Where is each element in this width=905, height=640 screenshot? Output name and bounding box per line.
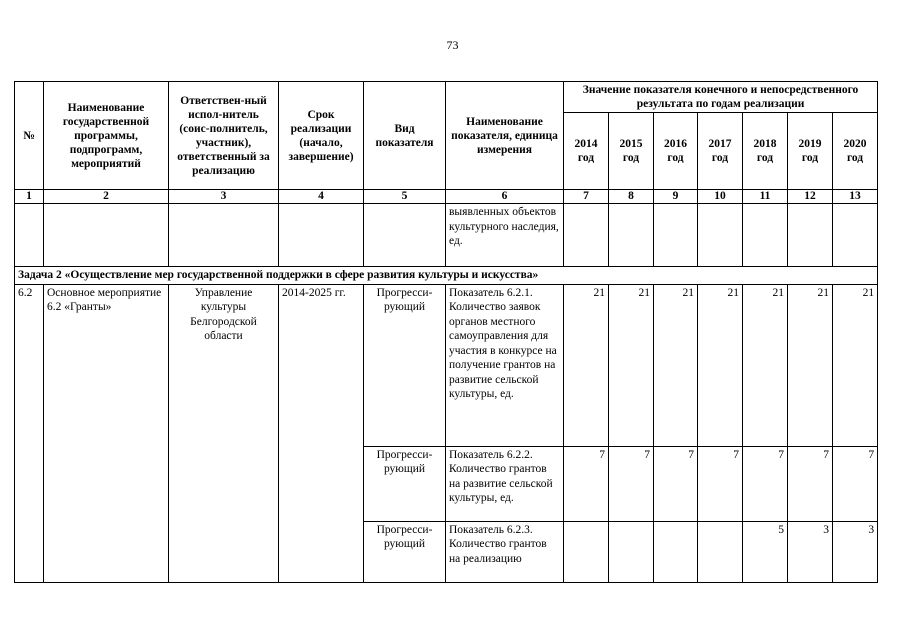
indicator-value: 7 bbox=[564, 446, 609, 521]
activity-responsible: Управление культуры Белгородской области bbox=[169, 284, 279, 582]
indicator-value: 21 bbox=[609, 284, 654, 446]
indicator-value: 21 bbox=[743, 284, 788, 446]
header-values-group: Значение показателя конечного и непосредственного результата по годам реализации bbox=[564, 82, 878, 113]
header-term: Срок реализации (начало, завершение) bbox=[279, 82, 364, 190]
header-year: 2020 год bbox=[833, 113, 878, 190]
header-year: 2019 год bbox=[788, 113, 833, 190]
header-year: 2014 год bbox=[564, 113, 609, 190]
indicator-value: 7 bbox=[788, 446, 833, 521]
indicator-value: 3 bbox=[833, 521, 878, 582]
indicator-value bbox=[609, 521, 654, 582]
indicator-value: 7 bbox=[654, 446, 698, 521]
indicators-table bbox=[14, 81, 878, 583]
column-number: 2 bbox=[44, 190, 169, 204]
table-row bbox=[15, 284, 878, 446]
column-number: 9 bbox=[654, 190, 698, 204]
indicator-value: 21 bbox=[833, 284, 878, 446]
activity-no: 6.2 bbox=[15, 284, 44, 582]
header-year: 2016 год bbox=[654, 113, 698, 190]
header-indicator: Наименование показателя, единица измерения bbox=[446, 82, 564, 190]
column-number: 13 bbox=[833, 190, 878, 204]
indicator-value: 21 bbox=[698, 284, 743, 446]
header-year: 2017 год bbox=[698, 113, 743, 190]
column-number: 8 bbox=[609, 190, 654, 204]
indicator-value: 21 bbox=[564, 284, 609, 446]
task-row bbox=[15, 267, 878, 285]
indicator-type: Прогресси-рующий bbox=[364, 521, 446, 582]
page-number: 73 bbox=[446, 38, 459, 52]
task-title: Задача 2 «Осуществление мер государственной поддержки в сфере развития культуры и искусства» bbox=[15, 267, 878, 285]
indicator-type: Прогресси-рующий bbox=[364, 284, 446, 446]
indicator-value: 5 bbox=[743, 521, 788, 582]
indicator-name: Показатель 6.2.3. Количество грантов на реализацию bbox=[446, 521, 564, 582]
header-type: Вид показателя bbox=[364, 82, 446, 190]
indicator-value bbox=[698, 521, 743, 582]
indicator-value: 3 bbox=[788, 521, 833, 582]
header-responsible: Ответствен-ный испол-нитель (соис-полнитель, участник), ответственный за реализацию bbox=[169, 82, 279, 190]
indicator-value: 21 bbox=[654, 284, 698, 446]
indicator-value bbox=[564, 521, 609, 582]
table-row bbox=[15, 204, 878, 267]
indicator-value bbox=[654, 521, 698, 582]
indicator-continuation: выявленных объектов культурного наследия, ед. bbox=[446, 204, 564, 267]
header-year: 2015 год bbox=[609, 113, 654, 190]
column-number: 1 bbox=[15, 190, 44, 204]
column-number: 6 bbox=[446, 190, 564, 204]
column-number: 11 bbox=[743, 190, 788, 204]
column-number: 4 bbox=[279, 190, 364, 204]
column-number: 7 bbox=[564, 190, 609, 204]
column-number: 10 bbox=[698, 190, 743, 204]
activity-name: Основное мероприятие 6.2 «Гранты» bbox=[44, 284, 169, 582]
indicator-value: 7 bbox=[743, 446, 788, 521]
indicator-value: 7 bbox=[609, 446, 654, 521]
indicator-value: 7 bbox=[698, 446, 743, 521]
indicator-name: Показатель 6.2.2. Количество грантов на развитие сельской культуры, ед. bbox=[446, 446, 564, 521]
header-no: № bbox=[15, 82, 44, 190]
indicator-value: 7 bbox=[833, 446, 878, 521]
header-year: 2018 год bbox=[743, 113, 788, 190]
activity-term: 2014-2025 гг. bbox=[279, 284, 364, 582]
header-name: Наименование государственной программы, подпрограмм, мероприятий bbox=[44, 82, 169, 190]
column-number: 12 bbox=[788, 190, 833, 204]
column-number: 5 bbox=[364, 190, 446, 204]
indicator-name: Показатель 6.2.1. Количество заявок органов местного самоуправления для участия в конкурсе на получение грантов на развитие сельской культуры, ед. bbox=[446, 284, 564, 446]
indicator-value: 21 bbox=[788, 284, 833, 446]
indicator-type: Прогресси-рующий bbox=[364, 446, 446, 521]
column-number: 3 bbox=[169, 190, 279, 204]
